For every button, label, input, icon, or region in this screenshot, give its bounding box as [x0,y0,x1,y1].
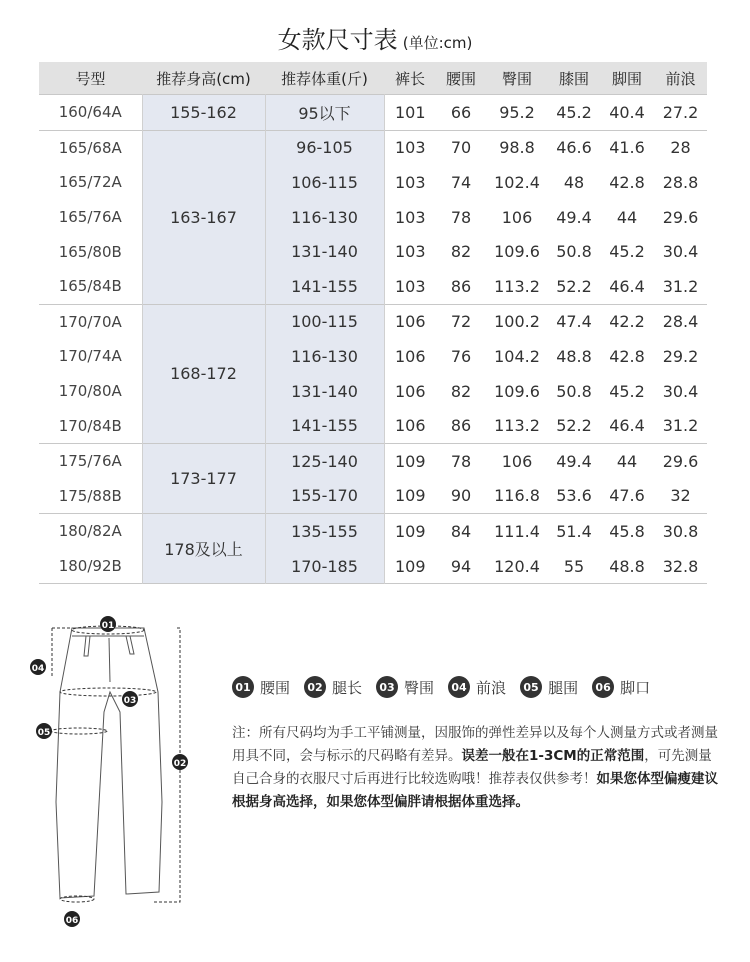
measurement-cell: 46.6 [556,138,592,158]
measurement-cell: 32.8 [662,556,699,576]
measurement-cell: 42.2 [609,312,645,332]
table-row [39,95,707,131]
measurement-cell: 48.8 [609,556,645,576]
measurement-cell: 103 [394,138,426,158]
size-table [39,62,707,584]
measurement-cell: 106 [501,207,533,227]
recommended-height: 155-162 [142,95,265,131]
measurement-cell: 113.2 [494,416,540,436]
recommended-weight: 131-140 [265,374,384,409]
column-header: 膝围 [548,62,600,95]
height-group [39,443,707,513]
measurement-cell: 90 [450,486,472,506]
table-row [39,549,707,584]
size-code: 165/76A [58,208,122,227]
measurement-cell: 32 [670,486,691,506]
table-row [39,514,707,549]
size-note [232,722,722,814]
measurement-cell: 76 [450,346,472,366]
legend-label: 腿长 [332,678,363,697]
table-row [39,479,707,514]
measurement-cell: 103 [394,172,426,192]
measurement-cell: 46.4 [609,276,645,296]
size-code: 170/74A [58,347,122,366]
measurement-cell: 50.8 [556,381,592,401]
size-code: 165/72A [58,173,122,192]
measurement-cell: 74 [450,172,472,192]
recommended-height: 173-177 [142,443,265,513]
table-row [39,200,707,235]
measurement-cell: 28.8 [662,172,699,192]
measurement-cell: 103 [394,242,426,262]
measurement-cell: 109 [394,556,426,576]
measurement-cell: 109.6 [494,381,540,401]
legend-number: 04 [448,676,470,698]
measurement-cell: 48 [563,172,585,192]
size-code: 170/84B [58,416,122,435]
measurement-cell: 106 [394,312,426,332]
measurement-cell: 31.2 [662,416,699,436]
measurement-cell: 41.6 [609,138,645,158]
measurement-cell: 109 [394,486,426,506]
measurement-cell: 47.6 [609,486,645,506]
recommended-weight: 141-155 [265,269,384,304]
measurement-cell: 82 [450,381,472,401]
note-bold-2: 如果您体型偏瘦建议根据身高选择，如果您体型偏胖请根据体重选择。 [232,771,718,810]
measurement-cell: 47.4 [556,312,592,332]
legend-item [520,676,578,698]
legend-item [232,676,290,698]
measurement-cell: 66 [450,102,472,122]
column-header: 推荐身高(cm) [142,62,265,95]
measurement-cell: 106 [394,416,426,436]
measurement-cell: 53.6 [556,486,592,506]
legend-number: 03 [376,676,398,698]
pants-diagram [22,612,197,932]
note-text-2: ，可先测量自己合身的衣服尺寸后再进行比较选购哦！推荐表仅供参考！ [232,748,712,787]
column-header: 推荐体重(斤) [265,62,384,95]
measurement-legend [232,676,664,698]
measurement-cell: 84 [450,521,472,541]
size-code: 165/80B [58,242,122,261]
column-header: 臀围 [486,62,548,95]
measurement-cell: 27.2 [662,102,699,122]
measurement-cell: 28.4 [662,312,699,332]
marker-05: 05 [37,728,51,738]
legend-label: 前浪 [476,678,507,697]
recommended-weight: 155-170 [265,479,384,514]
column-header: 前浪 [654,62,707,95]
legend-item [592,676,650,698]
measurement-cell: 103 [394,276,426,296]
measurement-cell: 78 [450,451,472,471]
measurement-cell: 48.8 [556,346,592,366]
legend-number: 02 [304,676,326,698]
measurement-cell: 104.2 [494,346,540,366]
recommended-weight: 131-140 [265,234,384,269]
table-row [39,443,707,478]
column-header: 脚围 [600,62,654,95]
size-code: 165/68A [58,138,122,157]
size-code: 165/84B [58,277,122,296]
table-row [39,165,707,200]
column-header: 号型 [39,62,142,95]
marker-02: 02 [173,759,187,769]
measurement-cell: 102.4 [494,172,540,192]
diagram-markers [30,616,188,927]
column-header: 腰围 [436,62,486,95]
recommended-height: 163-167 [142,130,265,304]
recommended-height: 168-172 [142,304,265,443]
measurement-cell: 45.2 [556,102,592,122]
measurement-cell: 49.4 [556,207,592,227]
table-row [39,339,707,374]
measurement-cell: 42.8 [609,346,645,366]
legend-label: 臀围 [404,678,435,697]
measurement-cell: 30.4 [662,242,699,262]
measurement-cell: 28 [670,138,691,158]
legend-item [304,676,362,698]
measurement-cell: 49.4 [556,451,592,471]
measurement-cell: 31.2 [662,276,699,296]
size-code: 180/82A [58,522,122,541]
recommended-weight: 95以下 [265,95,384,131]
table-row [39,234,707,269]
legend-number: 06 [592,676,614,698]
recommended-weight: 100-115 [265,304,384,339]
size-code: 170/80A [58,382,122,401]
size-code: 160/64A [58,103,122,122]
measurement-cell: 46.4 [609,416,645,436]
recommended-weight: 106-115 [265,165,384,200]
measurement-cell: 111.4 [494,521,540,541]
measurement-cell: 55 [563,556,585,576]
marker-03: 03 [123,696,137,706]
size-code: 175/76A [58,452,122,471]
recommended-weight: 116-130 [265,339,384,374]
measurement-cell: 120.4 [494,556,540,576]
height-group [39,514,707,584]
note-bold-1: 误差一般在1-3CM的正常范围 [461,748,645,764]
pants-outline [56,628,162,898]
page-title [0,20,750,55]
measurement-cell: 52.2 [556,276,592,296]
recommended-weight: 125-140 [265,443,384,478]
recommended-height: 178及以上 [142,514,265,584]
measurement-cell: 98.8 [499,138,535,158]
table-row [39,304,707,339]
measurement-cell: 95.2 [499,102,535,122]
measurement-cell: 45.8 [609,521,645,541]
note-text: 注：所有尺码均为手工平铺测量，因服饰的弹性差异以及每个人测量方式或者测量用具不同，会与标示的尺码略有差异。 [232,725,718,764]
recommended-weight: 135-155 [265,514,384,549]
measurement-cell: 116.8 [494,486,540,506]
legend-number: 01 [232,676,254,698]
table-row [39,269,707,304]
measurement-cell: 86 [450,416,472,436]
measurement-cell: 45.2 [609,242,645,262]
measurement-cell: 51.4 [556,521,592,541]
size-code: 170/70A [58,312,122,331]
measurement-cell: 29.6 [662,207,699,227]
column-header: 裤长 [384,62,436,95]
measurement-cell: 103 [394,207,426,227]
size-code: 175/88B [58,486,122,505]
measurement-cell: 42.8 [609,172,645,192]
measurement-cell: 94 [450,556,472,576]
header-row [39,62,707,95]
measurement-cell: 106 [394,346,426,366]
legend-item [448,676,506,698]
height-group [39,304,707,443]
legend-label: 腰围 [260,678,291,697]
measurement-cell: 40.4 [609,102,645,122]
legend-label: 脚口 [620,678,651,697]
legend-number: 05 [520,676,542,698]
marker-01: 01 [101,621,115,631]
legend-item [376,676,434,698]
measurement-cell: 106 [501,451,533,471]
marker-04: 04 [31,664,45,674]
title-unit: (单位:cm) [402,34,473,52]
table-row [39,408,707,443]
measurement-cell: 45.2 [609,381,645,401]
measurement-cell: 52.2 [556,416,592,436]
height-group [39,130,707,304]
table-row [39,130,707,165]
measurement-cell: 82 [450,242,472,262]
measurement-cell: 109 [394,521,426,541]
measurement-cell: 106 [394,381,426,401]
recommended-weight: 170-185 [265,549,384,584]
recommended-weight: 116-130 [265,200,384,235]
measurement-cell: 30.4 [662,381,699,401]
measurement-cell: 109.6 [494,242,540,262]
measurement-cell: 113.2 [494,276,540,296]
measurement-cell: 100.2 [494,312,540,332]
height-group [39,95,707,131]
size-code: 180/92B [58,557,122,576]
measurement-cell: 30.8 [662,521,699,541]
measurement-cell: 78 [450,207,472,227]
marker-06: 06 [65,916,79,926]
measurement-cell: 44 [616,207,638,227]
measurement-cell: 70 [450,138,472,158]
legend-label: 腿围 [548,678,579,697]
measurement-cell: 29.6 [662,451,699,471]
recommended-weight: 96-105 [265,130,384,165]
measurement-cell: 50.8 [556,242,592,262]
measurement-cell: 29.2 [662,346,699,366]
measurement-cell: 86 [450,276,472,296]
measurement-cell: 109 [394,451,426,471]
recommended-weight: 141-155 [265,408,384,443]
measurement-cell: 44 [616,451,638,471]
measurement-cell: 101 [394,102,426,122]
title-main: 女款尺寸表 [277,26,398,54]
table-row [39,374,707,409]
measurement-cell: 72 [450,312,472,332]
